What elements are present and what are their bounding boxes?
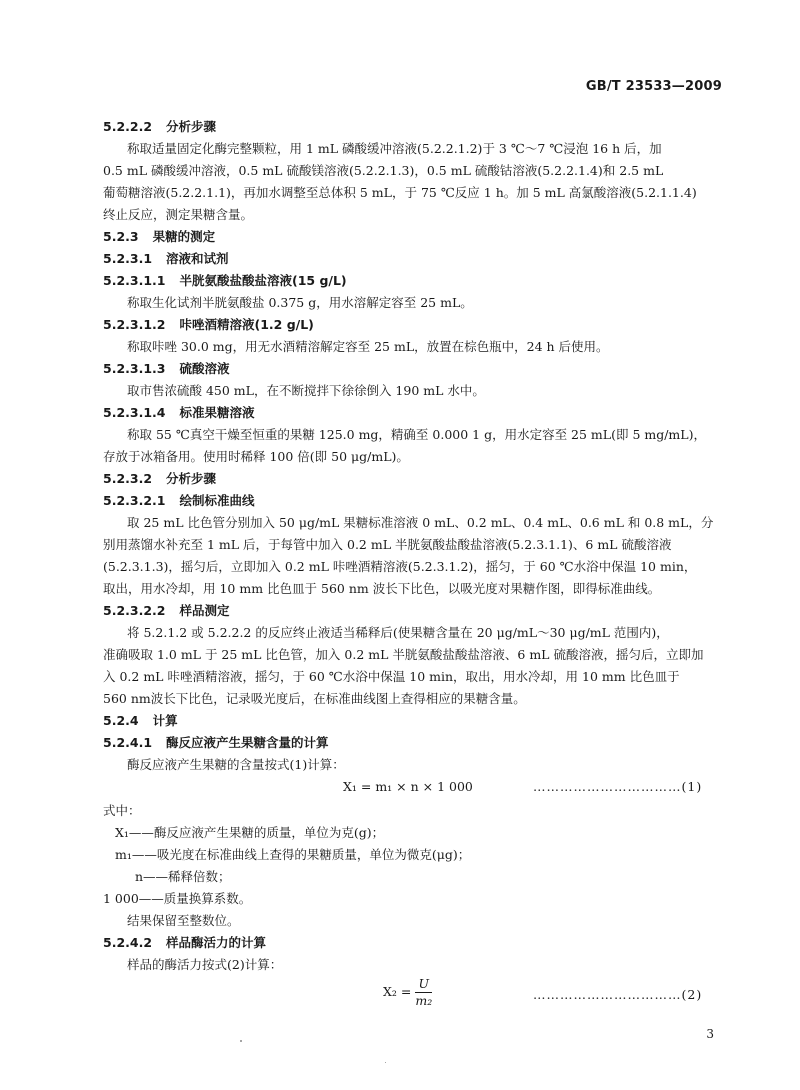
heading-5-2-3-2-1: 5.2.3.2.1 绘制标准曲线	[103, 493, 255, 508]
paragraph-line: 0.5 mL 磷酸缓冲溶液，0.5 mL 硫酸镁溶液(5.2.2.1.3)，0.5 mL 硫酸钴溶液(5.2.2.1.4)和 2.5 mL	[103, 163, 664, 178]
fraction	[415, 976, 432, 1009]
heading-5-2-3-1-2: 5.2.3.1.2 咔唑酒精溶液(1.2 g/L)	[103, 317, 314, 332]
definition-n: n——稀释倍数；	[135, 869, 231, 884]
paragraph: 称取适量固定化酶完整颗粒，用 1 mL 磷酸缓冲溶液(5.2.2.1.2)于 3 ℃～7 ℃浸泡 16 h 后，加	[127, 141, 662, 156]
paragraph: 称取咔唑 30.0 mg，用无水酒精溶解定容至 25 mL，放置在棕色瓶中，24 h 后使用。	[127, 339, 609, 354]
heading-5-2-4-2: 5.2.4.2 样品酶活力的计算	[103, 935, 267, 950]
heading-5-2-3-2-2: 5.2.3.2.2 样品测定	[103, 603, 230, 618]
heading-5-2-3-2: 5.2.3.2 分析步骤	[103, 471, 217, 486]
heading-5-2-2-2: 5.2.2.2 分析步骤	[103, 119, 217, 134]
fraction-denominator: m₂	[415, 993, 433, 1008]
definition-1000: 1 000——质量换算系数。	[103, 891, 252, 906]
heading-5-2-4: 5.2.4 计算	[103, 713, 178, 728]
paragraph: 称取 55 ℃真空干燥至恒重的果糖 125.0 mg，精确至 0.000 1 g，用水定容至 25 mL(即 5 mg/mL)，	[127, 427, 706, 442]
where-label: 式中：	[103, 803, 141, 818]
formula-2-lhs: X₂ =	[383, 984, 412, 999]
paragraph-line: 560 nm波长下比色，记录吸光度后，在标准曲线图上查得相应的果糖含量。	[103, 691, 526, 706]
paragraph-line: 终止反应，测定果糖含量。	[103, 207, 254, 222]
paragraph-line: 葡萄糖溶液(5.2.2.1.1)，再加水调整至总体积 5 mL，于 75 ℃反应 1 h。加 5 mL 高氯酸溶液(5.2.1.1.4)	[103, 185, 697, 200]
paragraph-line: 取出，用水冷却，用 10 mm 比色皿于 560 nm 波长下比色，以吸光度对果糖作图，即得标准曲线。	[103, 581, 661, 596]
heading-5-2-3: 5.2.3 果糖的测定	[103, 229, 216, 244]
paragraph: 称取生化试剂半胱氨酸盐 0.375 g，用水溶解定容至 25 mL。	[127, 295, 473, 310]
variable-definitions	[103, 822, 727, 910]
paragraph: 将 5.2.1.2 或 5.2.2.2 的反应终止液适当稀释后(使果糖含量在 20 μg/mL～30 μg/mL 范围内)，	[127, 625, 669, 640]
formula-2-number: ……………………………(2)	[533, 987, 703, 1002]
document-body	[103, 116, 727, 1016]
paragraph-line: 准确吸取 1.0 mL 于 25 mL 比色管，加入 0.2 mL 半胱氨酸盐酸盐溶液、6 mL 硫酸溶液，摇匀后，立即加	[103, 647, 704, 662]
scan-speck	[385, 1062, 386, 1063]
paragraph: 酶反应液产生果糖的含量按式(1)计算：	[127, 757, 345, 772]
paragraph: 取市售浓硫酸 450 mL，在不断搅拌下徐徐倒入 190 mL 水中。	[127, 383, 485, 398]
paragraph-line: 入 0.2 mL 咔唑酒精溶液，摇匀，于 60 ℃水浴中保温 10 min，取出，用水冷却，用 10 mm 比色皿于	[103, 669, 680, 684]
paragraph-line: 别用蒸馏水补充至 1 mL 后，于每管中加入 0.2 mL 半胱氨酸盐酸盐溶液(5.2.3.1.1)、6 mL 硫酸溶液	[103, 537, 672, 552]
paragraph-line: (5.2.3.1.3)，摇匀后，立即加入 0.2 mL 咔唑酒精溶液(5.2.3.1.2)，摇匀，于 60 ℃水浴中保温 10 min，	[103, 559, 697, 574]
formula-1-number: ……………………………(1)	[533, 779, 703, 794]
page-number: 3	[706, 1027, 714, 1041]
scan-speck	[240, 1040, 242, 1042]
paragraph-line: 存放于冰箱备用。使用时稀释 100 倍(即 50 μg/mL)。	[103, 449, 409, 464]
paragraph: 取 25 mL 比色管分别加入 50 μg/mL 果糖标准溶液 0 mL、0.2 mL、0.4 mL、0.6 mL 和 0.8 mL，分	[127, 515, 714, 530]
standard-number: GB/T 23533—2009	[585, 79, 722, 94]
definition-m1: m₁——吸光度在标准曲线上查得的果糖质量，单位为微克(μg)；	[115, 847, 471, 862]
definition-x1: X₁——酶反应液产生果糖的质量，单位为克(g)；	[115, 825, 385, 840]
heading-5-2-3-1-1: 5.2.3.1.1 半胱氨酸盐酸盐溶液(15 g/L)	[103, 273, 347, 288]
heading-5-2-3-1-4: 5.2.3.1.4 标准果糖溶液	[103, 405, 255, 420]
formula-2	[103, 976, 727, 1016]
formula-1-expression: X₁ = m₁ × n × 1 000	[343, 779, 473, 794]
formula-1	[103, 776, 727, 800]
heading-5-2-3-1-3: 5.2.3.1.3 硫酸溶液	[103, 361, 230, 376]
formula-2-expression	[383, 976, 432, 1009]
paragraph: 样品的酶活力按式(2)计算：	[127, 957, 283, 972]
fraction-numerator: U	[415, 976, 432, 993]
heading-5-2-3-1: 5.2.3.1 溶液和试剂	[103, 251, 229, 266]
heading-5-2-4-1: 5.2.4.1 酶反应液产生果糖含量的计算	[103, 735, 329, 750]
paragraph: 结果保留至整数位。	[127, 913, 240, 928]
